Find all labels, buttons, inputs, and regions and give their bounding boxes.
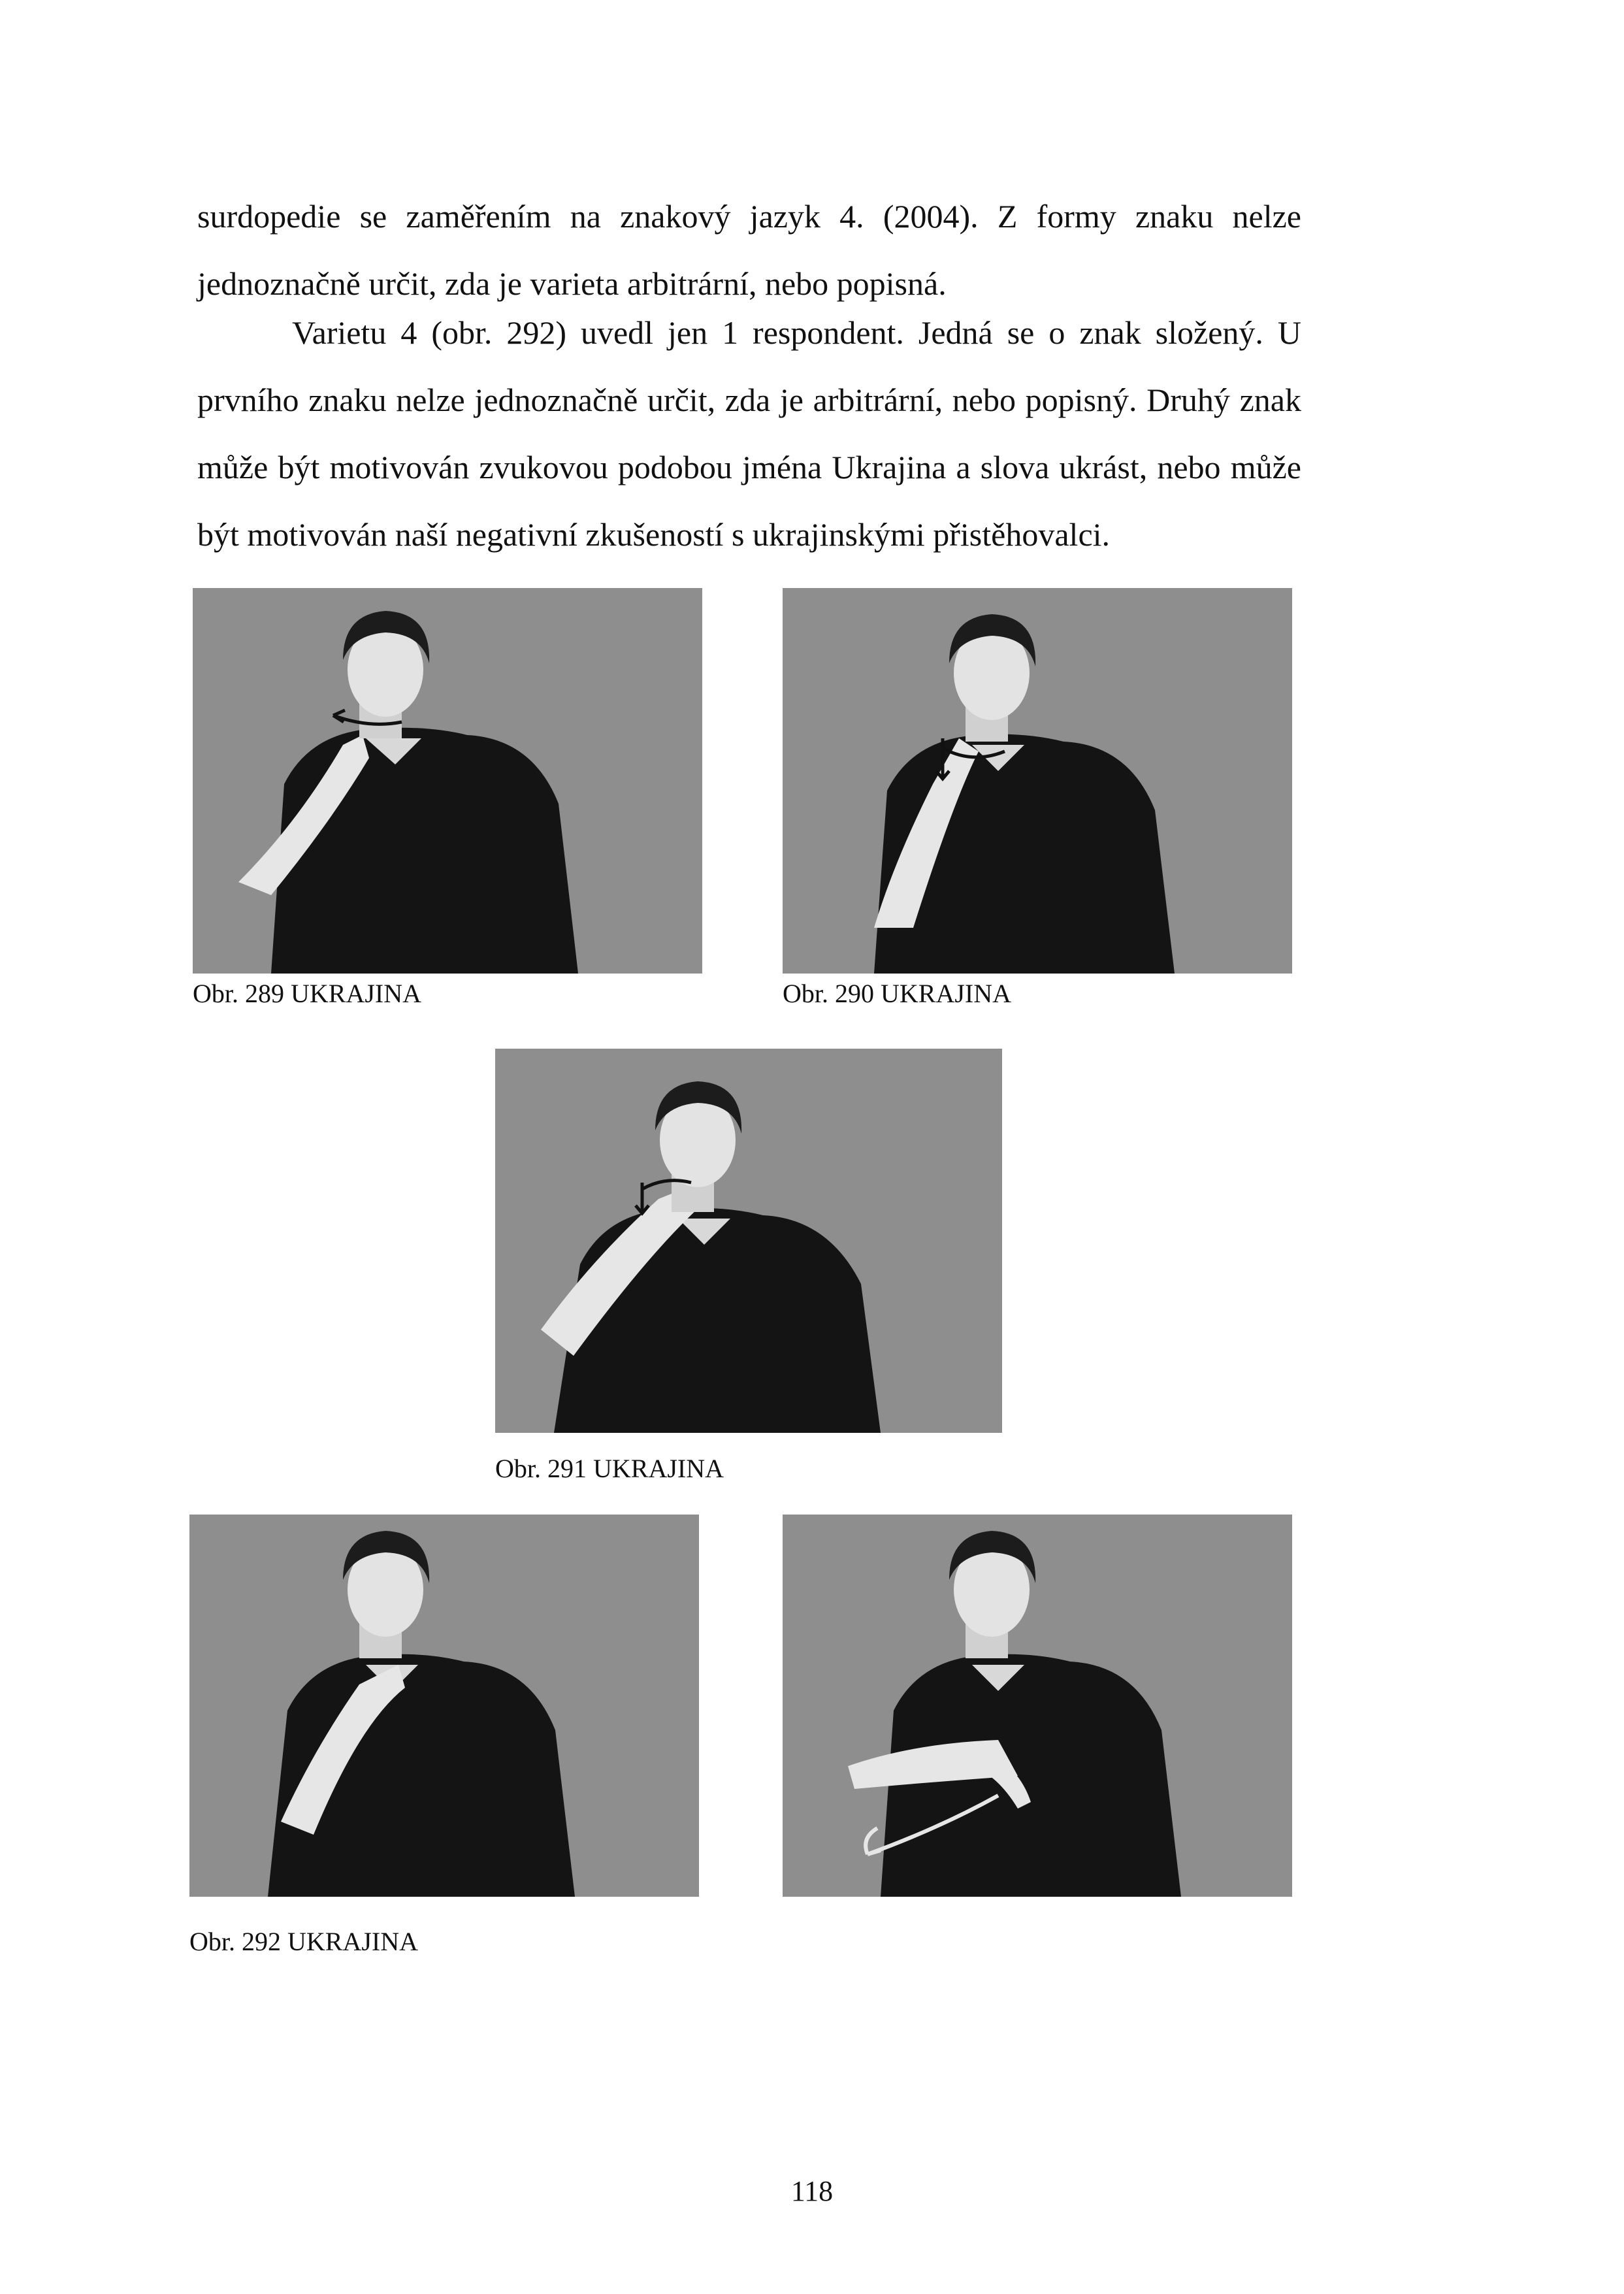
- caption-289: Obr. 289 UKRAJINA: [193, 979, 421, 1008]
- caption-290: Obr. 290 UKRAJINA: [783, 979, 1011, 1008]
- photo-sign-291: [495, 1049, 1002, 1433]
- paragraph-2: [197, 299, 1301, 568]
- text-line: být motivován naší negativní zkušeností s ukrajinskými přistěhovalci.: [197, 516, 1111, 553]
- page-number: 118: [790, 2175, 834, 2207]
- paragraph-1: [197, 183, 1301, 318]
- text-line: prvního znaku nelze jednoznačně určit, zda je arbitrární, nebo popisný. Druhý znak: [197, 382, 1301, 418]
- photo-sign-289: [193, 588, 702, 974]
- text-line: může být motivován zvukovou podobou jména Ukrajina a slova ukrást, nebo může: [197, 449, 1301, 485]
- text-line: surdopedie se zaměřením na znakový jazyk 4. (2004). Z formy znaku nelze: [197, 198, 1301, 235]
- photo-sign-292a: [189, 1515, 699, 1897]
- photo-sign-292b: [783, 1515, 1292, 1897]
- caption-291: Obr. 291 UKRAJINA: [495, 1454, 724, 1483]
- photo-sign-290: [783, 588, 1292, 974]
- text-line: jednoznačně určit, zda je varieta arbitrární, nebo popisná.: [197, 265, 947, 302]
- caption-292: Obr. 292 UKRAJINA: [189, 1927, 418, 1956]
- text-line: Varietu 4 (obr. 292) uvedl jen 1 respondent. Jedná se o znak složený. U: [292, 314, 1301, 351]
